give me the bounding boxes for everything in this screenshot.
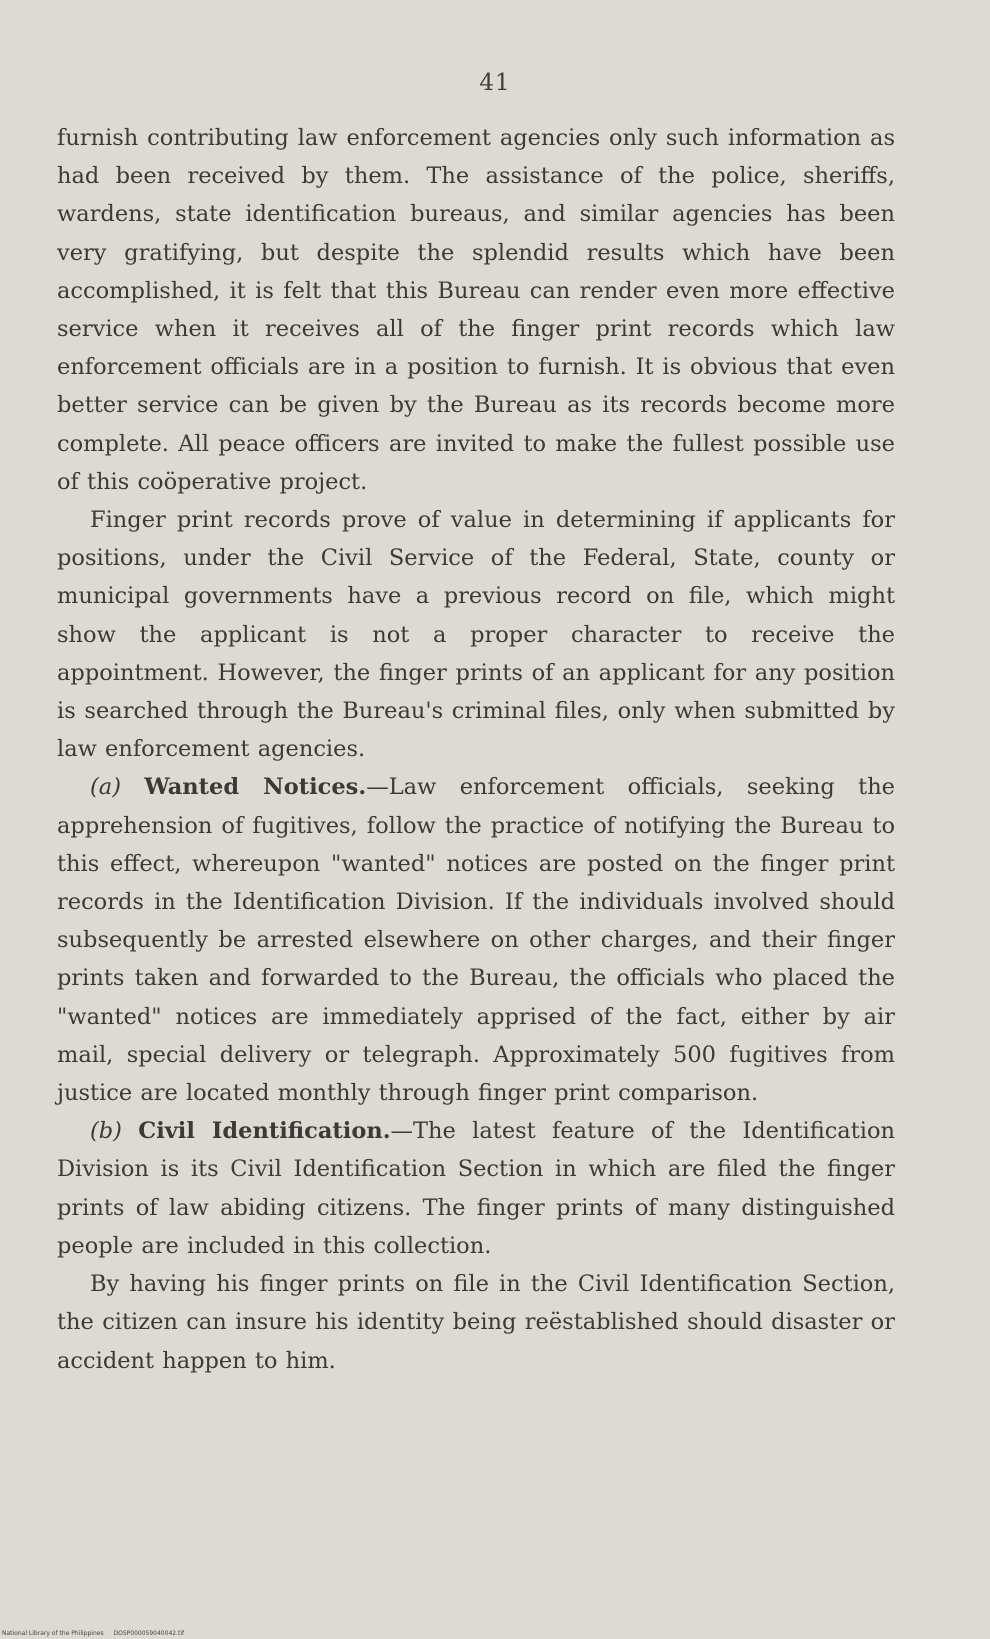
section-marker: (a) — [90, 774, 121, 801]
paragraph-civil-file-benefit — [57, 1265, 895, 1380]
paragraph-wanted-notices — [57, 768, 895, 1112]
scan-footer — [2, 1630, 184, 1637]
paragraph-text: Finger print records prove of value in determining if applicants for positions, under the Civil Service of the Federal, State, county or municipal governments have a previous record on file, which might show the applicant is not a proper character to receive the appointment. However, the finger prints of an applicant for any position is searched through the Bureau's criminal files, only when submitted by law enforcement agencies. — [57, 507, 895, 763]
footer-code: DOSP000059040042.tif — [113, 1630, 185, 1637]
section-heading-civil-identification: Civil Identification. — [138, 1118, 391, 1145]
paragraph-text: By having his finger prints on file in the Civil Identification Section, the citizen can insure his identity being reëstablished should disaster or accident happen to him. — [57, 1271, 895, 1374]
section-heading-wanted-notices: Wanted Notices. — [144, 774, 367, 801]
footer-library: National Library of the Philippines — [2, 1630, 104, 1637]
paragraph-text: —Law enforcement officials, seeking the apprehension of fugitives, follow the practice of notifying the Bureau to this effect, whereupon "wanted" notices are posted on the finger print records in the Identification Division. If the individuals involved should subsequently be arrested elsewhere on other charges, and their finger prints taken and forwarded to the Bureau, the officials who placed the "wanted" notices are immediately apprised of the fact, either by air mail, special delivery or telegraph. Approximately 500 fugitives from justice are located monthly through finger print comparison. — [57, 774, 895, 1107]
section-marker: (b) — [90, 1118, 122, 1145]
paragraph-text: —The latest feature of the Identification Division is its Civil Identification Section in which are filed the finger prints of law abiding citizens. The finger prints of many distinguished people are included in this collection. — [57, 1118, 895, 1259]
paragraph-finger-print-records — [57, 501, 895, 768]
paragraph-text: furnish contributing law enforcement agencies only such information as had been received by them. The assistance of the police, sheriffs, wardens, state identification bureaus, and similar agencies has been very gratifying, but despite the splendid results which have been accomplished, it is felt that this Bureau can render even more effective service when it receives all of the finger print records which law enforcement officials are in a position to furnish. It is obvious that even better service can be given by the Bureau as its records become more complete. All peace officers are invited to make the fullest possible use of this coöperative project. — [57, 125, 895, 495]
paragraph-continuation — [57, 119, 895, 501]
paragraph-civil-identification — [57, 1112, 895, 1265]
page-number: 41 — [479, 70, 511, 96]
page-body — [57, 119, 895, 1380]
